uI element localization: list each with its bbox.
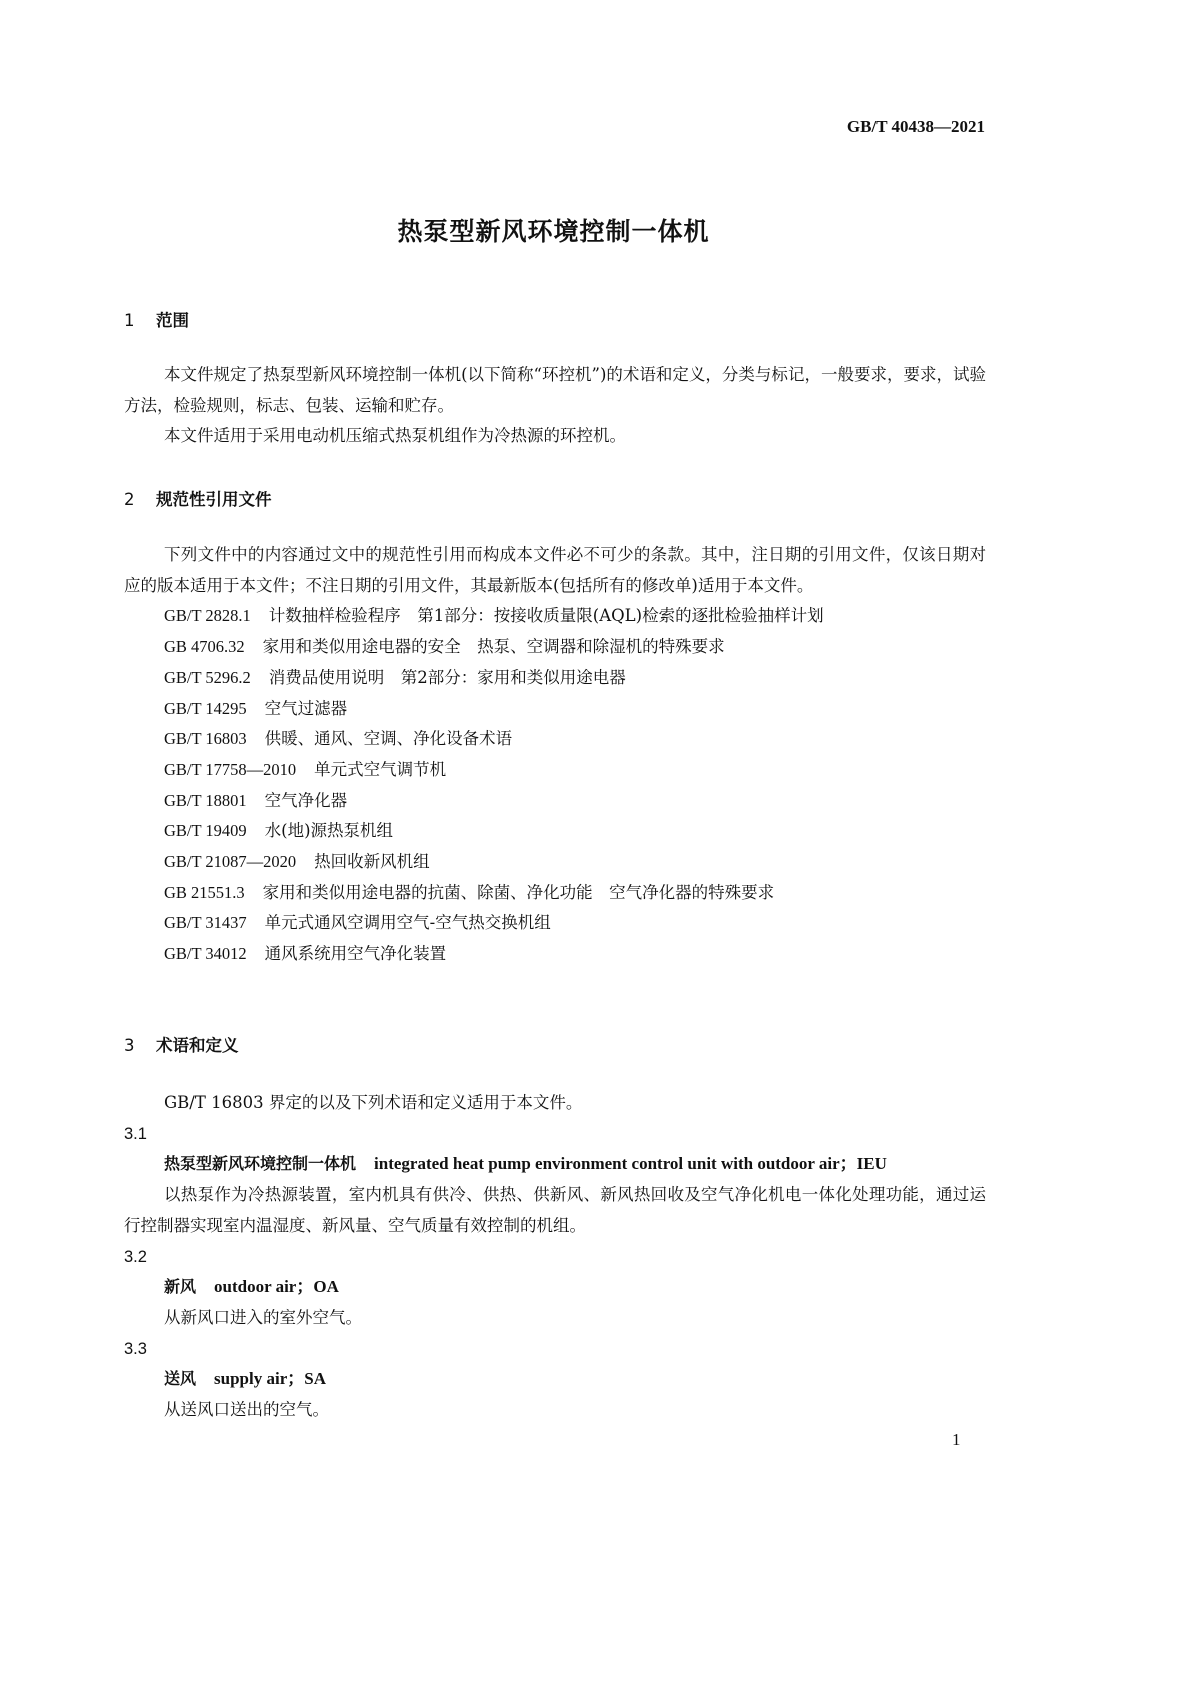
reference-code: GB/T 5296.2 <box>164 667 251 687</box>
reference-title: 消费品使用说明 第2部分：家用和类似用途电器 <box>268 667 626 687</box>
reference-title: 空气过滤器 <box>264 698 348 718</box>
term-definition: 以热泵作为冷热源装置，室内机具有供冷、供热、供新风、新风热回收及空气净化机电一体化处理功能，通过运行控制器实现室内温湿度、新风量、空气质量有效控制的机组。 <box>124 1185 986 1235</box>
term-definition: 从新风口进入的室外空气。 <box>164 1307 362 1327</box>
reference-title: 供暖、通风、空调、净化设备术语 <box>264 729 513 749</box>
section-3-body <box>124 1088 986 1426</box>
section-title: 规范性引用文件 <box>156 490 272 509</box>
section-number: 2 <box>124 490 135 509</box>
standard-number: GB/T 40438—2021 <box>846 117 985 136</box>
section-number: 1 <box>124 311 135 330</box>
reference-item <box>124 755 986 786</box>
reference-item <box>124 878 986 909</box>
paragraph: 本文件规定了热泵型新风环境控制一体机(以下简称“环控机”)的术语和定义，分类与标记，一般要求，要求，试验方法，检验规则，标志、包装、运输和贮存。 <box>124 365 986 415</box>
section-1-body <box>124 360 986 452</box>
section-title: 术语和定义 <box>156 1036 239 1055</box>
reference-item <box>124 939 986 970</box>
term-number: 3.3 <box>124 1339 147 1358</box>
reference-item <box>124 724 986 755</box>
term-zh: 新风 <box>164 1277 197 1297</box>
section-2-body <box>124 540 986 970</box>
term-entry <box>124 1242 986 1334</box>
reference-item <box>124 601 986 632</box>
section-3-heading <box>124 1032 239 1056</box>
paragraph: GB/T 16803 界定的以及下列术语和定义适用于本文件。 <box>164 1093 583 1112</box>
reference-code: GB/T 16803 <box>164 729 247 749</box>
term-en: supply air；SA <box>214 1369 326 1389</box>
section-number: 3 <box>124 1036 135 1055</box>
reference-list <box>124 601 986 969</box>
paragraph: 本文件适用于采用电动机压缩式热泵机组作为冷热源的环控机。 <box>164 426 626 446</box>
page-number: 1 <box>952 1430 961 1449</box>
term-heading <box>124 1149 986 1180</box>
reference-code: GB/T 34012 <box>164 944 247 964</box>
reference-item <box>124 908 986 939</box>
reference-item <box>124 694 986 725</box>
term-definition: 从送风口送出的空气。 <box>164 1400 329 1420</box>
reference-item <box>124 663 986 694</box>
term-number: 3.1 <box>124 1124 147 1143</box>
document-title: 热泵型新风环境控制一体机 <box>397 217 710 246</box>
term-entry <box>124 1334 986 1426</box>
term-heading <box>124 1364 986 1395</box>
term-en: outdoor air；OA <box>214 1277 339 1297</box>
reference-title: 通风系统用空气净化装置 <box>264 944 447 964</box>
reference-title: 计数抽样检验程序 第1部分：按接收质量限(AQL)检索的逐批检验抽样计划 <box>268 606 824 626</box>
reference-code: GB/T 21087—2020 <box>164 852 297 872</box>
reference-title: 水(地)源热泵机组 <box>264 821 394 841</box>
reference-code: GB 21551.3 <box>164 882 245 902</box>
reference-code: GB/T 14295 <box>164 698 247 718</box>
reference-code: GB 4706.32 <box>164 637 245 657</box>
reference-item <box>124 632 986 663</box>
reference-code: GB/T 31437 <box>164 913 247 933</box>
section-title: 范围 <box>156 311 189 330</box>
paragraph: 下列文件中的内容通过文中的规范性引用而构成本文件必不可少的条款。其中，注日期的引用文件，仅该日期对应的版本适用于本文件；不注日期的引用文件，其最新版本(包括所有的修改单)适用于本文件。 <box>124 545 986 595</box>
term-entry <box>124 1119 986 1242</box>
term-list <box>124 1119 986 1426</box>
term-zh: 送风 <box>164 1369 197 1389</box>
term-en: integrated heat pump environment control unit with outdoor air；IEU <box>374 1154 887 1174</box>
reference-item <box>124 847 986 878</box>
section-1-heading <box>124 307 189 331</box>
section-2-heading <box>124 486 272 510</box>
reference-title: 家用和类似用途电器的抗菌、除菌、净化功能 空气净化器的特殊要求 <box>262 882 775 902</box>
reference-title: 单元式通风空调用空气-空气热交换机组 <box>264 913 551 933</box>
term-number: 3.2 <box>124 1247 147 1266</box>
term-zh: 热泵型新风环境控制一体机 <box>164 1154 357 1174</box>
reference-code: GB/T 19409 <box>164 821 247 841</box>
reference-code: GB/T 17758—2010 <box>164 759 297 779</box>
term-heading <box>124 1272 986 1303</box>
reference-title: 单元式空气调节机 <box>314 759 447 779</box>
reference-item <box>124 786 986 817</box>
reference-title: 家用和类似用途电器的安全 热泵、空调器和除湿机的特殊要求 <box>262 637 725 657</box>
reference-code: GB/T 2828.1 <box>164 606 251 626</box>
reference-title: 空气净化器 <box>264 790 348 810</box>
reference-code: GB/T 18801 <box>164 790 247 810</box>
reference-title: 热回收新风机组 <box>314 852 430 872</box>
reference-item <box>124 816 986 847</box>
